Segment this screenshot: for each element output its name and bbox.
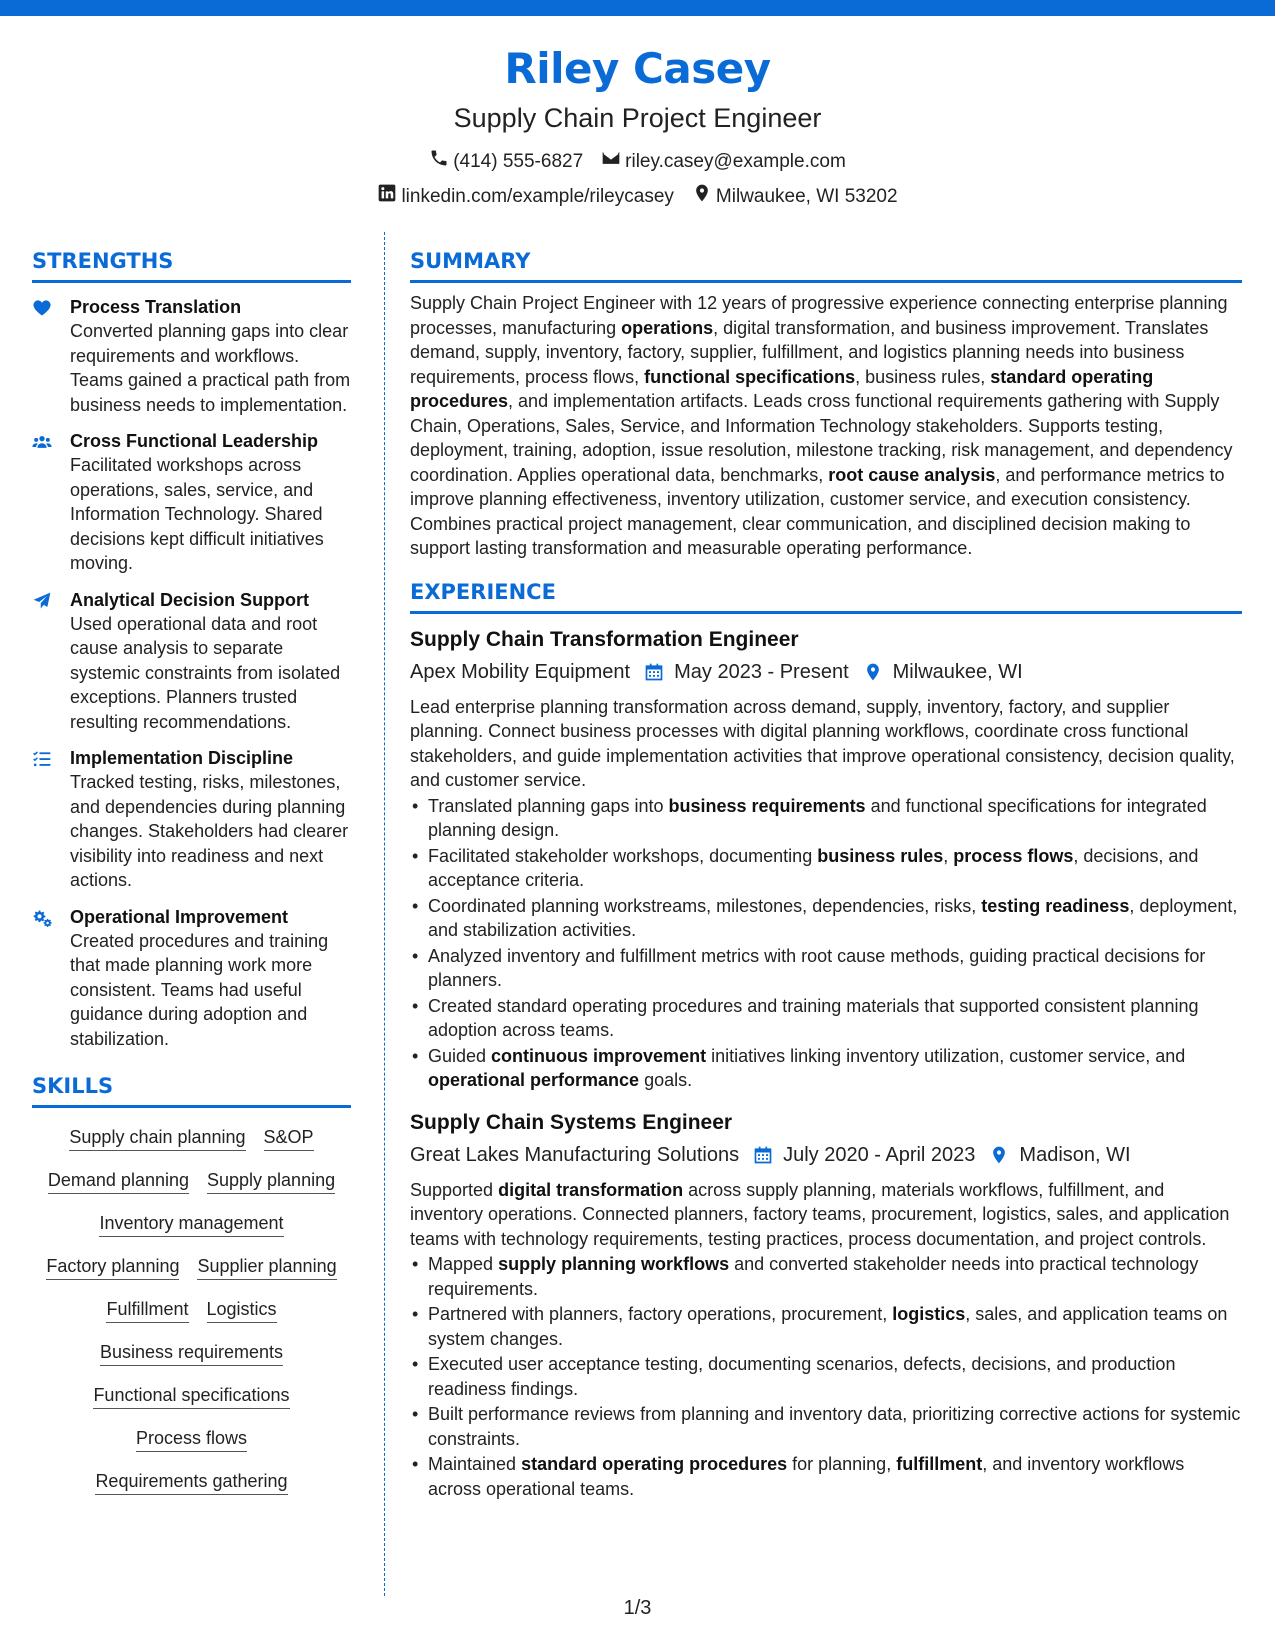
company-name: Apex Mobility Equipment (410, 660, 631, 683)
job-bullets (410, 1252, 1242, 1501)
list-check-icon (32, 746, 70, 893)
skill-tag: Demand planning (48, 1169, 189, 1194)
strength-item (32, 588, 351, 735)
skill-row (32, 1255, 351, 1280)
page-number: 1/3 (623, 1597, 652, 1619)
skill-tag: Supplier planning (197, 1255, 336, 1280)
phone-text: (414) 555-6827 (453, 150, 584, 172)
skills-heading: SKILLS (32, 1071, 351, 1108)
linkedin-icon (377, 183, 397, 210)
email-contact[interactable] (601, 148, 846, 175)
skill-row (32, 1169, 351, 1194)
strength-item (32, 429, 351, 576)
column-divider (384, 232, 385, 1596)
strength-item (32, 905, 351, 1052)
strength-title: Operational Improvement (70, 906, 289, 927)
contact-row-1 (0, 148, 1275, 175)
job-bullets (410, 794, 1242, 1093)
skill-tag: Functional specifications (93, 1384, 289, 1409)
job-title: Supply Chain Transformation Engineer (410, 627, 799, 651)
job-dates: July 2020 - April 2023 (783, 1143, 976, 1166)
strength-description: Tracked testing, risks, milestones, and dependencies during planning changes. Stakeholders had clearer visibility into readiness and next actions. (70, 772, 349, 890)
job-bullet: • Translated planning gaps into business requirements and functional specifications for integrated planning design. (410, 794, 1242, 843)
strength-description: Created procedures and training that made planning work more consistent. Teams had useful guidance during adoption and stabilization. (70, 930, 329, 1049)
contact-row-2 (0, 183, 1275, 210)
right-column (410, 246, 1242, 1501)
job-bullet: • Built performance reviews from planning and inventory data, prioritizing corrective actions for systemic constraints. (410, 1402, 1242, 1451)
job-meta (410, 657, 1242, 687)
skill-row (32, 1298, 351, 1323)
job-bullet: • Maintained standard operating procedures for planning, fulfillment, and inventory workflows across operational teams. (410, 1452, 1242, 1501)
job-dates: May 2023 - Present (674, 660, 849, 683)
strength-title: Process Translation (70, 297, 242, 317)
strength-title: Cross Functional Leadership (70, 431, 319, 451)
job-meta (410, 1140, 1242, 1170)
job-description: Lead enterprise planning transformation across demand, supply, inventory, factory, and supplier planning. Connect business processes with digital planning workflows, coordinate cross functional stakeholders, and guide implementation activities that improve operational consistency, decision quality, and customer service. (410, 696, 1235, 790)
summary-text: Supply Chain Project Engineer with 12 years of progressive experience connecting enterprise planning processes, manufacturing operations, digital transformation, and business improvement. Translates demand, supply, inventory, factory, supplier, fulfillment, and logistics planning needs into business requirements, process flows, functional specifications, business rules, standard operating procedures, and implementation artifacts. Leads cross functional requirements gathering with Supply Chain, Operations, Sales, Service, and Information Technology stakeholders. Supports testing, deployment, training, adoption, issue resolution, milestone tracking, risk management, and dependency coordination. Applies operational data, benchmarks, root cause analysis, and performance metrics to improve planning effectiveness, inventory utilization, customer service, and execution consistency. Combines practical project management, clear communication, and disciplined decision making to support lasting transformation and measurable operating performance. (410, 293, 1233, 558)
experience-heading: EXPERIENCE (410, 577, 1242, 614)
skill-row (32, 1341, 351, 1366)
candidate-title: Supply Chain Project Engineer (453, 103, 822, 133)
skill-row (32, 1212, 351, 1237)
strength-item (32, 746, 351, 893)
job-bullet: • Mapped supply planning workflows and converted stakeholder needs into practical technology requirements. (410, 1252, 1242, 1301)
strength-title: Implementation Discipline (70, 748, 294, 768)
linkedin-contact[interactable] (377, 183, 673, 210)
skills-list (32, 1126, 351, 1495)
skill-row (32, 1384, 351, 1409)
phone-icon (429, 148, 449, 175)
location-text: Milwaukee, WI 53202 (715, 185, 898, 207)
calendar-icon (644, 662, 664, 682)
job-entry (410, 624, 1242, 1093)
skill-tag: Requirements gathering (95, 1470, 287, 1495)
linkedin-text[interactable]: linkedin.com/example/rileycasey (401, 185, 674, 207)
candidate-name: Riley Casey (504, 44, 771, 93)
job-description: Supported digital transformation across supply planning, materials workflows, fulfillment, and inventory operations. Connected planners, factory teams, procurement, logistics, sales, and application teams with technology requirements, testing practices, process documentation, and project controls. (410, 1179, 1230, 1249)
skill-tag: Factory planning (46, 1255, 179, 1280)
skill-tag: Supply chain planning (69, 1126, 245, 1151)
phone-contact (429, 148, 583, 175)
job-bullet: • Analyzed inventory and fulfillment metrics with root cause methods, guiding practical decisions for planners. (410, 944, 1242, 993)
strengths-heading: STRENGTHS (32, 246, 351, 283)
resume-header (0, 40, 1275, 210)
strength-title: Analytical Decision Support (70, 589, 310, 610)
skill-tag: Logistics (207, 1298, 277, 1323)
skill-tag: Business requirements (100, 1341, 283, 1366)
email-text[interactable]: riley.casey@example.com (625, 150, 846, 172)
job-location: Milwaukee, WI (892, 660, 1023, 683)
job-bullet: • Created standard operating procedures and training materials that supported consistent planning adoption across teams. (410, 994, 1242, 1043)
skill-tag: Process flows (136, 1427, 247, 1452)
job-bullet: • Guided continuous improvement initiatives linking inventory utilization, customer service, and operational performance goals. (410, 1044, 1242, 1093)
paper-plane-icon (32, 588, 70, 735)
envelope-icon (601, 148, 621, 175)
location-contact (692, 183, 898, 210)
job-bullet: • Partnered with planners, factory operations, procurement, logistics, sales, and application teams on system changes. (410, 1302, 1242, 1351)
job-bullet: • Facilitated stakeholder workshops, documenting business rules, process flows, decisions, and acceptance criteria. (410, 844, 1242, 893)
skill-tag: Fulfillment (106, 1298, 188, 1323)
job-bullet: • Coordinated planning workstreams, milestones, dependencies, risks, testing readiness, deployment, and stabilization activities. (410, 894, 1242, 943)
strength-description: Converted planning gaps into clear requirements and workflows. Teams gained a practical path from business needs to implementation. (70, 321, 351, 415)
job-title: Supply Chain Systems Engineer (410, 1110, 733, 1134)
skill-tag: Inventory management (99, 1212, 283, 1237)
job-bullet: • Executed user acceptance testing, documenting scenarios, defects, decisions, and production readiness findings. (410, 1352, 1242, 1401)
job-location: Madison, WI (1019, 1143, 1131, 1166)
summary-heading: SUMMARY (410, 246, 1242, 283)
map-pin-icon (863, 662, 883, 682)
skill-tag: S&OP (264, 1126, 314, 1151)
map-pin-icon (989, 1145, 1009, 1165)
calendar-icon (753, 1145, 773, 1165)
map-pin-icon (692, 183, 712, 210)
gears-icon (32, 905, 70, 1052)
skill-row (32, 1126, 351, 1151)
strength-description: Used operational data and root cause analysis to separate systemic constraints from isolated exceptions. Planners trusted resulting recommendations. (70, 613, 341, 732)
left-column (32, 246, 351, 1513)
heart-icon (32, 295, 70, 417)
skill-row (32, 1427, 351, 1452)
company-name: Great Lakes Manufacturing Solutions (410, 1143, 740, 1166)
strength-item (32, 295, 351, 417)
users-icon (32, 429, 70, 576)
skill-tag: Supply planning (207, 1169, 335, 1194)
strength-description: Facilitated workshops across operations, sales, service, and Information Technology. Shared decisions kept difficult initiatives moving. (70, 455, 324, 573)
job-entry (410, 1107, 1242, 1502)
skill-row (32, 1470, 351, 1495)
top-accent-bar (0, 0, 1275, 16)
